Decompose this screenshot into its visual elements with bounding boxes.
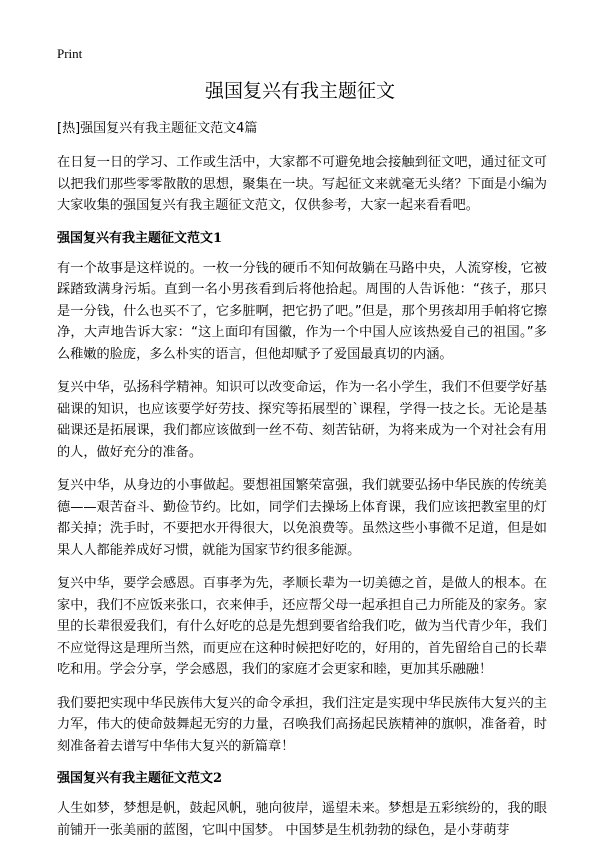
paragraph: 复兴中华，弘扬科学精神。知识可以改变命运，作为一名小学生，我们不但要学好基础课的知识，也应该要学好劳技、探究等拓展型的`课程，学得一技之长。无论是基础课还是拓展课，我们都应该做到一丝不苟、刻苦钻研，为将来成为一个对社会有用的人，做好充分的准备。 xyxy=(57,380,547,460)
section-heading: 强国复兴有我主题征文范文2 xyxy=(57,771,223,786)
print-link[interactable]: Print xyxy=(57,46,83,61)
paragraph: 复兴中华，要学会感恩。百事孝为先，孝顺长辈为一切美德之首，是做人的根本。在家中，我们不应饭来张口，衣来伸手，还应帮父母一起承担自己力所能及的家务。家里的长辈很爱我们，有什么好吃的总是先想到要省给我们吃，做为当代青少年，我们不应觉得这是理所当然，而更应在这种时候把好吃的，好用的，首先留给自己的长辈吃和用。学会分享，学会感恩，我们的家庭才会更家和睦，更加其乐融融！ xyxy=(57,576,547,677)
paragraph: 有一个故事是这样说的。一枚一分钱的硬币不知何故躺在马路中央，人流穿梭，它被踩踏致满身污垢。直到一名小男孩看到后将他拾起。周围的人告诉他：“孩子，那只是一分钱，什么也买不了，它多脏啊，把它扔了吧。”但是，那个男孩却用手帕将它擦净，大声地告诉大家：“这上面印有国徽，作为一个中国人应该热爱自己的祖国。”多么稚嫩的脸庞，多么朴实的语言，但他却赋予了爱国最真切的内涵。 xyxy=(57,260,547,362)
paragraph: 我们要把实现中华民族伟大复兴的命令承担，我们注定是实现中华民族伟大复兴的主力军，伟大的使命鼓舞起无穷的力量，召唤我们高扬起民族精神的旗帜，准备着，时刻准备着去谱写中华伟大复兴的新篇章！ xyxy=(57,695,547,754)
section-heading: 强国复兴有我主题征文范文1 xyxy=(57,230,223,246)
paragraph: 人生如梦，梦想是帆，鼓起风帆，驰向彼岸，遥望未来。梦想是五彩缤纷的，我的眼前铺开一张美丽的蓝图，它叫中国梦。 中国梦是生机勃勃的绿色，是小芽萌芽 xyxy=(57,801,547,838)
intro-paragraph: 在日复一日的学习、工作或生活中，大家都不可避免地会接触到征文吧，通过征文可以把我们那些零零散散的思想，聚集在一块。写起征文来就毫无头绪？下面是小编为大家收集的强国复兴有我主题征文范文，仅供参考，大家一起来看看吧。 xyxy=(57,155,547,213)
page-title: 强国复兴有我主题征文 xyxy=(204,80,395,102)
paragraph: 复兴中华，从身边的小事做起。要想祖国繁荣富强，我们就要弘扬中华民族的传统美德——艰苦奋斗、勤俭节约。比如，同学们去操场上体育课，我们应该把教室里的灯都关掉；洗手时，不要把水开得很大，以免浪费等。虽然这些小事微不足道，但是如果人人都能养成好习惯，就能为国家节约很多能源。 xyxy=(57,478,547,558)
article-subtitle: [热]强国复兴有我主题征文范文4篇 xyxy=(57,121,258,136)
article-body xyxy=(57,120,547,853)
